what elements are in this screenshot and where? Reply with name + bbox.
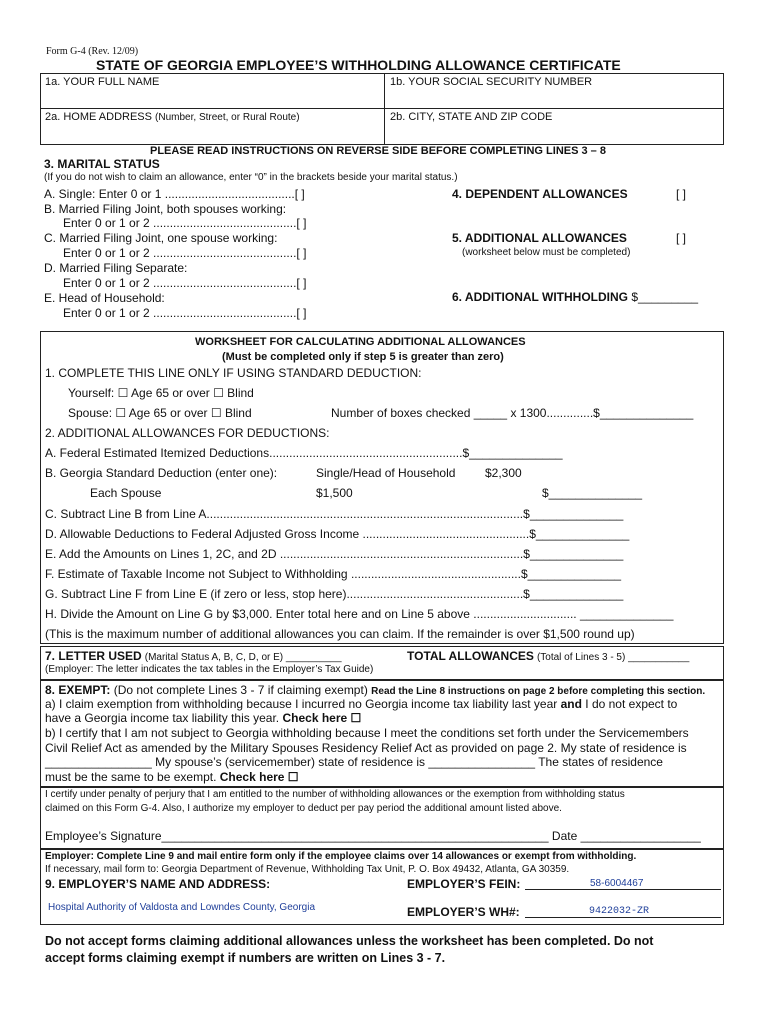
exempt-a-and: and bbox=[560, 697, 582, 711]
certify-line2: claimed on this Form G-4. Also, I authorize my employer to deduct per pay period the additional amount listed above. bbox=[45, 803, 562, 814]
home-address-label: 2a. HOME ADDRESS bbox=[45, 111, 152, 123]
additional-withholding-blank: $_________ bbox=[631, 290, 699, 304]
exempt-text1: (Do not complete Lines 3 - 7 if claiming exempt) bbox=[113, 683, 368, 697]
marital-line-b-entry[interactable]: Enter 0 or 1 or 2 ...........................................[ ] bbox=[63, 216, 307, 230]
letter-used-field[interactable] bbox=[45, 649, 342, 663]
worksheet-line-h[interactable]: H. Divide the Amount on Line G by $3,000. Enter total here and on Line 5 above ............................... ______________ bbox=[45, 607, 674, 621]
worksheet-line-g[interactable]: G. Subtract Line F from Line E (if zero or less, stop here).....................................................$______________ bbox=[45, 587, 624, 601]
worksheet-line-a[interactable]: A. Federal Estimated Itemized Deductions..........................................................$______________ bbox=[45, 446, 563, 460]
exempt-text2: Read the Line 8 instructions on page 2 before completing this section. bbox=[371, 686, 706, 697]
exempt-label: 8. EXEMPT: bbox=[45, 683, 111, 697]
employer-note bbox=[45, 851, 636, 862]
worksheet-line-f[interactable]: F. Estimate of Taxable Income not Subject to Withholding ...................................................$______________ bbox=[45, 567, 622, 581]
spouse-checkboxes[interactable]: Spouse: ☐ Age 65 or over ☐ Blind bbox=[68, 406, 252, 420]
employer-name-label: 9. EMPLOYER’S NAME AND ADDRESS: bbox=[45, 877, 271, 891]
signature-date-line[interactable]: Employee’s Signature__________________________________________________________ Date __________________ bbox=[45, 829, 701, 843]
exempt-heading bbox=[45, 683, 705, 697]
additional-allowances-label: 5. ADDITIONAL ALLOWANCES bbox=[452, 231, 627, 245]
marital-line-c-entry[interactable]: Enter 0 or 1 or 2 ...........................................[ ] bbox=[63, 246, 307, 260]
total-allowances-hint: (Total of Lines 3 - 5) ___________ bbox=[536, 652, 690, 663]
exempt-a-text3: have a Georgia income tax liability this year. bbox=[45, 711, 280, 725]
marital-heading: 3. MARITAL STATUS bbox=[44, 157, 160, 171]
worksheet-line2: 2. ADDITIONAL ALLOWANCES FOR DEDUCTIONS: bbox=[45, 426, 330, 440]
yourself-checkboxes[interactable]: Yourself: ☐ Age 65 or over ☐ Blind bbox=[68, 386, 254, 400]
exempt-b-line1: b) I certify that I am not subject to Georgia withholding because I meet the conditions set forth under the Servicemembers bbox=[45, 726, 689, 740]
marital-line-e: E. Head of Household: bbox=[44, 291, 165, 305]
employer-fein-value[interactable]: 58-6004467 bbox=[590, 878, 644, 889]
employer-letter-note: (Employer: The letter indicates the tax tables in the Employer’s Tax Guide) bbox=[45, 664, 374, 675]
marital-line-e-entry[interactable]: Enter 0 or 1 or 2 ...........................................[ ] bbox=[63, 306, 307, 320]
exempt-b-text4: must be the same to be exempt. bbox=[45, 770, 217, 784]
employer-name-value[interactable]: Hospital Authority of Valdosta and Lowndes County, Georgia bbox=[48, 902, 316, 913]
line-b-blank[interactable]: $______________ bbox=[542, 486, 643, 500]
exempt-a-text2: I do not expect to bbox=[585, 697, 678, 711]
additional-withholding-label: 6. ADDITIONAL WITHHOLDING bbox=[452, 290, 628, 304]
instructions-banner: PLEASE READ INSTRUCTIONS ON REVERSE SIDE BEFORE COMPLETING LINES 3 – 8 bbox=[150, 145, 606, 157]
form-id: Form G-4 (Rev. 12/09) bbox=[46, 46, 139, 57]
exempt-a-line2 bbox=[45, 711, 361, 725]
exempt-b-checkbox[interactable]: Check here ☐ bbox=[219, 770, 299, 784]
worksheet-line-c[interactable]: C. Subtract Line B from Line A...............................................................................................$______________ bbox=[45, 507, 624, 521]
employer-wh-label: EMPLOYER’S WH#: bbox=[407, 905, 520, 919]
marital-line-d-entry[interactable]: Enter 0 or 1 or 2 ...........................................[ ] bbox=[63, 276, 307, 290]
worksheet-line-d[interactable]: D. Allowable Deductions to Federal Adjusted Gross Income ..................................................$______________ bbox=[45, 527, 630, 541]
employer-note-text: : Complete Line 9 and mail entire form only if the employee claims over 14 allowances or exempt from withholding. bbox=[90, 851, 637, 862]
employer-mail: If necessary, mail form to: Georgia Department of Revenue, Withholding Tax Unit, P. O. Box 49432, Atlanta, GA 30359. bbox=[45, 864, 570, 875]
dependent-allowances-box[interactable]: [ ] bbox=[676, 187, 687, 201]
form-title: STATE OF GEORGIA EMPLOYEE’S WITHHOLDING ALLOWANCE CERTIFICATE bbox=[96, 57, 621, 73]
worksheet-title: WORKSHEET FOR CALCULATING ADDITIONAL ALLOWANCES bbox=[195, 336, 526, 348]
worksheet-subtitle: (Must be completed only if step 5 is greater than zero) bbox=[222, 351, 504, 363]
employer-note-label: Employer bbox=[45, 851, 91, 862]
marital-line-d: D. Married Filing Separate: bbox=[44, 261, 188, 275]
additional-allowances-note: (worksheet below must be completed) bbox=[462, 247, 631, 258]
worksheet-line1: 1. COMPLETE THIS LINE ONLY IF USING STANDARD DEDUCTION: bbox=[45, 366, 422, 380]
additional-withholding-field[interactable] bbox=[452, 290, 698, 304]
worksheet-line-b: B. Georgia Standard Deduction (enter one): bbox=[45, 466, 278, 480]
employer-wh-value[interactable]: 9422032-ZR bbox=[589, 906, 650, 917]
total-allowances-label: TOTAL ALLOWANCES bbox=[407, 649, 534, 663]
line-b-spouse-amount: $1,500 bbox=[316, 486, 353, 500]
ssn-field[interactable]: 1b. YOUR SOCIAL SECURITY NUMBER bbox=[390, 76, 593, 88]
line-b-single: Single/Head of Household bbox=[316, 466, 456, 480]
additional-allowances-box[interactable]: [ ] bbox=[676, 231, 687, 245]
footer-line2: accept forms claiming exempt if numbers are written on Lines 3 - 7. bbox=[45, 951, 446, 965]
certify-line1: I certify under penalty of perjury that I am entitled to the number of withholding allowances or the exemption from withholding status bbox=[45, 789, 625, 800]
exempt-a-checkbox[interactable]: Check here ☐ bbox=[282, 711, 362, 725]
marital-line-a[interactable]: A. Single: Enter 0 or 1 .......................................[ ] bbox=[44, 187, 305, 201]
marital-line-c: C. Married Filing Joint, one spouse working: bbox=[44, 231, 278, 245]
home-address-hint: (Number, Street, or Rural Route) bbox=[155, 112, 300, 123]
exempt-b-line2: Civil Relief Act as amended by the Military Spouses Residency Relief Act as provided on page 2. My state of residence is bbox=[45, 741, 687, 755]
dependent-allowances-label: 4. DEPENDENT ALLOWANCES bbox=[452, 187, 628, 201]
marital-line-b: B. Married Filing Joint, both spouses working: bbox=[44, 202, 287, 216]
letter-used-label: 7. LETTER USED bbox=[45, 649, 142, 663]
exempt-a-text: a) I claim exemption from withholding because I incurred no Georgia income tax liability last year bbox=[45, 697, 558, 711]
letter-used-hint: (Marital Status A, B, C, D, or E) __________ bbox=[144, 652, 342, 663]
city-state-zip-field[interactable]: 2b. CITY, STATE AND ZIP CODE bbox=[390, 111, 553, 123]
worksheet-line-e[interactable]: E. Add the Amounts on Lines 1, 2C, and 2D .........................................................................$______________ bbox=[45, 547, 624, 561]
boxes-checked-field[interactable]: Number of boxes checked _____ x 1300..............$______________ bbox=[331, 406, 694, 420]
footer-line1: Do not accept forms claiming additional allowances unless the worksheet has been completed. Do not bbox=[45, 934, 654, 948]
worksheet-max-note: (This is the maximum number of additional allowances you can claim. If the remainder is over $1,500 round up) bbox=[45, 627, 635, 641]
marital-note: (If you do not wish to claim an allowance, enter “0” in the brackets beside your marital status.) bbox=[44, 172, 458, 183]
employer-fein-label: EMPLOYER’S FEIN: bbox=[407, 877, 521, 891]
line-b-spouse: Each Spouse bbox=[90, 486, 162, 500]
full-name-field[interactable]: 1a. YOUR FULL NAME bbox=[45, 76, 160, 88]
line-b-single-amount: $2,300 bbox=[485, 466, 522, 480]
exempt-a-line1 bbox=[45, 697, 677, 711]
exempt-b-line3[interactable]: ________________ My spouse’s (servicemember) state of residence is ________________ The states of residence bbox=[45, 755, 663, 769]
total-allowances-field[interactable] bbox=[407, 649, 689, 663]
exempt-b-line4 bbox=[45, 770, 299, 784]
home-address-field[interactable] bbox=[45, 111, 300, 123]
